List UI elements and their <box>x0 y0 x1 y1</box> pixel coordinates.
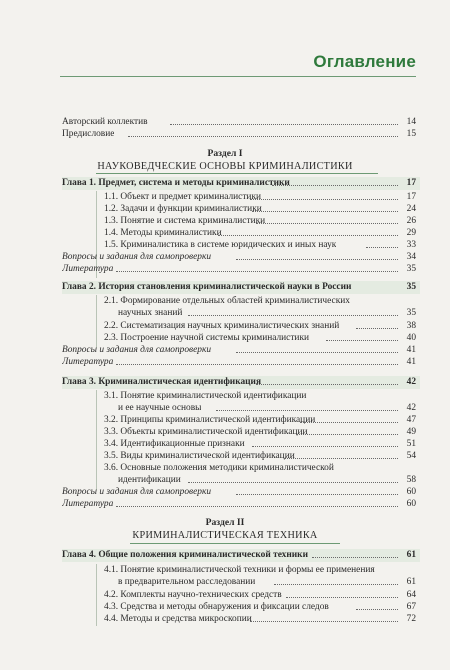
leader-dots <box>284 450 398 459</box>
leader-dots <box>286 589 398 598</box>
leader-dots <box>300 414 398 423</box>
chapter-entry <box>0 376 450 389</box>
toc-entry-label: 4.4. Методы и средства микроскопии <box>104 614 252 624</box>
leader-dots <box>236 344 398 353</box>
toc-entry-label: 1.3. Понятие и система криминалистики <box>104 216 266 226</box>
toc-entry-page: 17 <box>406 192 416 202</box>
leader-dots <box>256 215 398 224</box>
toc-entry-label: 3.2. Принципы криминалистической идентификации <box>104 415 316 425</box>
toc-entry-page: 61 <box>406 577 416 587</box>
toc-entry-page: 38 <box>406 321 416 331</box>
chapter-page: 61 <box>406 550 416 560</box>
leader-dots <box>252 438 398 447</box>
toc-entry-page: 54 <box>406 451 416 461</box>
section-divider <box>130 543 340 544</box>
section-divider <box>96 173 378 174</box>
section-number: Раздел I <box>207 148 243 159</box>
leader-dots <box>272 177 398 186</box>
toc-entry-page: 60 <box>406 487 416 497</box>
toc-entry-page: 58 <box>406 475 416 485</box>
toc-entry-label: Вопросы и задания для самопроверки <box>62 252 212 262</box>
toc-entry-page: 33 <box>406 240 416 250</box>
leader-dots <box>116 356 398 365</box>
chapter-title: Глава 4. Общие положения криминалистической техники <box>62 550 308 560</box>
toc-entry-page: 40 <box>406 333 416 343</box>
toc-entry <box>0 613 450 626</box>
leader-dots <box>236 486 398 495</box>
toc-entry-label: Авторский коллектив <box>62 117 148 127</box>
toc-entry-label: 2.1. Формирование отдельных областей криминалистических <box>104 296 350 306</box>
toc-entry-page: 42 <box>406 403 416 413</box>
toc-entry-page: 41 <box>406 357 416 367</box>
toc-entry-label: 1.4. Методы криминалистики <box>104 228 222 238</box>
leader-dots <box>356 601 398 610</box>
toc-entry-label: и ее научные основы <box>118 403 202 413</box>
toc-entry-page: 51 <box>406 439 416 449</box>
chapter-title: Глава 3. Криминалистическая идентификация <box>62 377 262 387</box>
toc-entry-label: Литература <box>62 357 114 367</box>
chapter-title: Глава 1. Предмет, система и методы криминалистики <box>62 178 290 188</box>
toc-entry-label: научных знаний <box>118 308 183 318</box>
leader-dots <box>312 549 398 558</box>
chapter-page: 17 <box>406 178 416 188</box>
toc-entry <box>0 128 450 141</box>
toc-entry-label: 1.5. Криминалистика в системе юридических и иных наук <box>104 240 337 250</box>
toc-entry-label: идентификации <box>118 475 181 485</box>
toc-entry-page: 14 <box>406 117 416 127</box>
leader-dots <box>128 128 398 137</box>
toc-entry <box>0 498 450 511</box>
toc-entry <box>0 576 450 589</box>
toc-entry-label: 2.3. Построение научной системы криминалистики <box>104 333 310 343</box>
leader-dots <box>356 320 398 329</box>
toc-entry <box>0 356 450 369</box>
toc-entry-label: в предварительном расследовании <box>118 577 256 587</box>
title-divider <box>60 76 416 77</box>
toc-entry-label: Вопросы и задания для самопроверки <box>62 345 212 355</box>
toc-entry-label: 3.5. Виды криминалистической идентификации <box>104 451 295 461</box>
leader-dots <box>188 307 398 316</box>
leader-dots <box>256 376 398 385</box>
toc-entry-page: 35 <box>406 264 416 274</box>
leader-dots <box>116 263 398 272</box>
toc-entry-label: 4.3. Средства и методы обнаружения и фиксации следов <box>104 602 329 612</box>
toc-entry-label: Литература <box>62 264 114 274</box>
toc-entry-page: 29 <box>406 228 416 238</box>
toc-entry-label: 4.1. Понятие криминалистической техники и формы ее применения <box>104 565 375 575</box>
toc-entry-page: 49 <box>406 427 416 437</box>
leader-dots <box>218 227 398 236</box>
chapter-title: Глава 2. История становления криминалистической науки в России <box>62 282 352 292</box>
leader-dots <box>252 203 398 212</box>
chapter-page: 35 <box>406 282 416 292</box>
toc-entry-label: Вопросы и задания для самопроверки <box>62 487 212 497</box>
section-title: НАУКОВЕДЧЕСКИЕ ОСНОВЫ КРИМИНАЛИСТИКИ <box>97 161 353 172</box>
toc-entry-page: 72 <box>406 614 416 624</box>
toc-entry-page: 24 <box>406 204 416 214</box>
leader-dots <box>326 332 398 341</box>
toc-entry-label: 4.2. Комплекты научно-технических средств <box>104 590 282 600</box>
leader-dots <box>116 498 398 507</box>
toc-entry-page: 34 <box>406 252 416 262</box>
toc-entry-label: 3.4. Идентификационные признаки <box>104 439 245 449</box>
toc-entry-page: 41 <box>406 345 416 355</box>
toc-entry-page: 67 <box>406 602 416 612</box>
toc-entry-label: Предисловие <box>62 129 115 139</box>
leader-dots <box>170 116 398 125</box>
toc-entry-label: 3.1. Понятие криминалистической идентификации <box>104 391 307 401</box>
leader-dots <box>250 613 398 622</box>
leader-dots <box>274 576 398 585</box>
chapter-entry <box>0 281 450 294</box>
chapter-entry <box>0 549 450 562</box>
toc-entry <box>0 307 450 320</box>
toc-entry-page: 15 <box>406 129 416 139</box>
toc-entry-label: 2.2. Систематизация научных криминалистических знаний <box>104 321 340 331</box>
toc-entry-label: 1.1. Объект и предмет криминалистики <box>104 192 262 202</box>
leader-dots <box>366 239 398 248</box>
toc-entry <box>0 263 450 276</box>
chapter-entry <box>0 177 450 190</box>
toc-entry-page: 47 <box>406 415 416 425</box>
section-title: КРИМИНАЛИСТИЧЕСКАЯ ТЕХНИКА <box>132 530 318 541</box>
toc-entry-page: 26 <box>406 216 416 226</box>
toc-entry-label: 1.2. Задачи и функции криминалистики <box>104 204 262 214</box>
toc-entry-label: 3.3. Объекты криминалистической идентификации <box>104 427 308 437</box>
leader-dots <box>188 474 398 483</box>
toc-entry-label: Литература <box>62 499 114 509</box>
toc-entry-page: 60 <box>406 499 416 509</box>
section-number: Раздел II <box>205 517 245 528</box>
toc-entry-page: 35 <box>406 308 416 318</box>
leader-dots <box>236 251 398 260</box>
page-title: Оглавление <box>313 52 416 71</box>
toc-entry-label: 3.6. Основные положения методики криминалистической <box>104 463 334 473</box>
leader-dots <box>296 426 398 435</box>
leader-dots <box>250 191 398 200</box>
leader-dots <box>216 402 398 411</box>
toc-entry-page: 64 <box>406 590 416 600</box>
chapter-page: 42 <box>406 377 416 387</box>
